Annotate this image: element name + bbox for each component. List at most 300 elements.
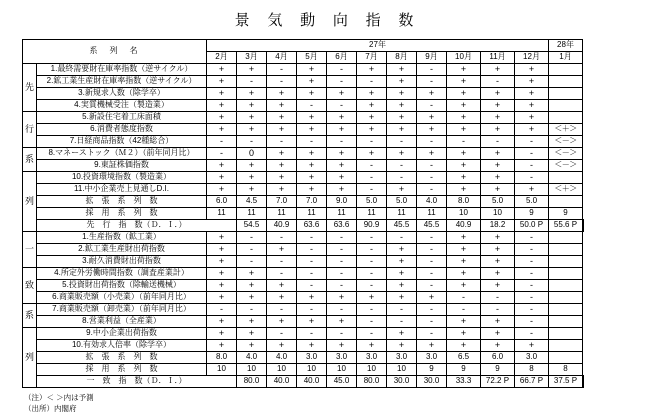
cell-sign: + [481, 184, 515, 196]
cell-sign: + [297, 184, 327, 196]
di-value: 55.6 P [549, 220, 583, 232]
cell-sign: - [327, 280, 357, 292]
header-month: 10月 [447, 52, 481, 64]
cell-sign: - [207, 136, 237, 148]
cell-sign: - [327, 304, 357, 316]
header-month: 3月 [237, 52, 267, 64]
note-line: （出所）内閣府 [24, 404, 77, 414]
table-row [23, 316, 584, 328]
cell-sign: + [327, 172, 357, 184]
adopt-count-value: 11 [357, 208, 387, 220]
cell-sign: - [327, 244, 357, 256]
cell-sign: + [387, 124, 417, 136]
cell-sign: - [207, 304, 237, 316]
cell-sign: - [357, 316, 387, 328]
table-row [23, 292, 584, 304]
cell-sign: + [297, 76, 327, 88]
group-label-leading-3: 系 [23, 148, 37, 172]
expand-count-value: 6.0 [207, 196, 237, 208]
cell-sign: - [515, 304, 549, 316]
group-label-leading-2: 行 [23, 112, 37, 148]
cell-sign: - [417, 172, 447, 184]
cell-sign: + [237, 280, 267, 292]
adopt-count-row-coincident [23, 364, 584, 376]
cell-sign: + [207, 88, 237, 100]
cell-sign: + [237, 316, 267, 328]
expand-count-value: 3.0 [387, 352, 417, 364]
cell-sign: + [267, 148, 297, 160]
cell-sign: - [515, 160, 549, 172]
cell-sign: + [417, 340, 447, 352]
cell-sign: - [297, 136, 327, 148]
di-value-right [583, 376, 584, 388]
cell-sign: + [447, 280, 481, 292]
cell-sign: - [327, 100, 357, 112]
cell-forecast [549, 64, 583, 76]
cell-sign: - [387, 160, 417, 172]
row-label: 8.営業利益（全産業） [37, 316, 207, 328]
di-value: 37.5 P [549, 376, 583, 388]
cell-sign: + [387, 184, 417, 196]
cell-sign: + [297, 88, 327, 100]
expand-count-value: 5.0 [515, 196, 549, 208]
cell-sign: - [237, 256, 267, 268]
cell-sign: + [297, 340, 327, 352]
row-label: 6.消費者態度指数 [37, 124, 207, 136]
cell-sign: + [447, 112, 481, 124]
cell-sign: - [357, 280, 387, 292]
row-label: 8.マネーストック（Ｍ２）（前年同月比） [37, 148, 207, 160]
group-label-coincident-4: 列 [23, 328, 37, 388]
cell-sign: + [357, 148, 387, 160]
cell-sign: - [417, 136, 447, 148]
adopt-count-value: 10 [207, 364, 237, 376]
cell-sign: - [237, 136, 267, 148]
cell-forecast [549, 316, 583, 328]
cell-sign: + [481, 64, 515, 76]
cell-sign: + [447, 148, 481, 160]
cell-sign: - [481, 304, 515, 316]
cell-sign: + [387, 64, 417, 76]
cell-sign: + [357, 340, 387, 352]
cell-forecast [549, 172, 583, 184]
di-value: 40.0 [297, 376, 327, 388]
header-month: 5月 [297, 52, 327, 64]
cell-forecast [549, 232, 583, 244]
header-month: 8月 [387, 52, 417, 64]
cell-sign: + [237, 124, 267, 136]
cell-sign: + [327, 340, 357, 352]
cell-sign: + [481, 148, 515, 160]
cell-forecast [549, 88, 583, 100]
cell-sign: - [515, 148, 549, 160]
cell-sign: + [387, 100, 417, 112]
cell-sign: - [267, 232, 297, 244]
cell-sign: - [357, 184, 387, 196]
expand-count-value: 4.0 [237, 352, 267, 364]
cell-sign: + [481, 160, 515, 172]
cell-sign: - [417, 100, 447, 112]
expand-count-value: 3.0 [515, 352, 549, 364]
di-value: 72.2 P [481, 376, 515, 388]
cell-sign: - [515, 172, 549, 184]
cell-sign: - [327, 328, 357, 340]
cell-sign: - [417, 244, 447, 256]
cell-sign: - [515, 232, 549, 244]
expand-count-right [549, 196, 583, 208]
adopt-count-value: 9 [447, 364, 481, 376]
cell-sign: + [447, 316, 481, 328]
cell-sign: + [515, 100, 549, 112]
cell-sign: + [447, 88, 481, 100]
expand-count-value: 5.0 [481, 196, 515, 208]
cell-sign: - [237, 304, 267, 316]
expand-count-value: 8.0 [447, 196, 481, 208]
cell-forecast [549, 268, 583, 280]
di-value: 45.0 [327, 376, 357, 388]
expand-count-row-leading [23, 196, 584, 208]
cell-sign: + [207, 124, 237, 136]
header-month: 7月 [357, 52, 387, 64]
table-row [23, 160, 584, 172]
cell-sign: + [237, 160, 267, 172]
row-label: 1.最終需要財在庫率指数（逆サイクル） [37, 64, 207, 76]
cell-forecast: ＜－＞ [549, 148, 583, 160]
cell-sign: - [357, 268, 387, 280]
cell-sign: - [515, 268, 549, 280]
row-label: 9.中小企業出荷指数 [37, 328, 207, 340]
table-row [23, 124, 584, 136]
row-label: 3.耐久消費財出荷指数 [37, 256, 207, 268]
adopt-count-value: 11 [387, 208, 417, 220]
cell-sign: - [387, 316, 417, 328]
cell-sign: - [267, 328, 297, 340]
table-row [23, 232, 584, 244]
adopt-count-value: 9 [515, 208, 549, 220]
cell-sign: - [417, 304, 447, 316]
cell-sign: - [297, 304, 327, 316]
business-cycle-indicators-table [22, 39, 584, 388]
table-row [23, 268, 584, 280]
cell-sign: - [327, 136, 357, 148]
row-label: 4.実質機械受注（製造業） [37, 100, 207, 112]
di-value: 50.0 P [515, 220, 549, 232]
cell-sign: - [297, 232, 327, 244]
cell-sign: - [357, 304, 387, 316]
cell-sign: + [267, 88, 297, 100]
expand-count-row-coincident [23, 352, 584, 364]
table-row [23, 172, 584, 184]
header-month: 9月 [417, 52, 447, 64]
adopt-count-value: 10 [357, 364, 387, 376]
cell-sign: + [207, 172, 237, 184]
cell-sign: - [417, 256, 447, 268]
table-row [23, 244, 584, 256]
cell-sign: + [207, 64, 237, 76]
cell-sign: + [207, 184, 237, 196]
expand-count-value: 7.0 [297, 196, 327, 208]
cell-sign: + [327, 184, 357, 196]
cell-sign: - [481, 136, 515, 148]
cell-sign: + [237, 100, 267, 112]
cell-sign: + [447, 124, 481, 136]
cell-sign: + [237, 268, 267, 280]
cell-sign: - [297, 100, 327, 112]
cell-sign: + [267, 172, 297, 184]
cell-sign: + [327, 316, 357, 328]
cell-sign: - [357, 172, 387, 184]
cell-forecast [549, 304, 583, 316]
di-value: 40.0 [267, 376, 297, 388]
cell-sign: + [267, 280, 297, 292]
cell-sign: - [267, 76, 297, 88]
cell-sign: - [237, 244, 267, 256]
expand-count-value: 7.0 [267, 196, 297, 208]
table-row [23, 184, 584, 196]
cell-sign: - [297, 244, 327, 256]
expand-count-value: 5.0 [357, 196, 387, 208]
cell-sign: - [417, 76, 447, 88]
table-row [23, 280, 584, 292]
cell-sign: + [515, 112, 549, 124]
cell-sign: + [267, 184, 297, 196]
cell-sign: + [417, 292, 447, 304]
cell-sign: - [297, 328, 327, 340]
cell-sign: + [447, 160, 481, 172]
cell-sign: + [387, 112, 417, 124]
cell-sign: + [297, 316, 327, 328]
cell-sign: + [207, 160, 237, 172]
cell-sign: 0 [237, 148, 267, 160]
cell-sign: + [447, 256, 481, 268]
adopt-count-value: 9 [481, 364, 515, 376]
header-month: 12月 [515, 52, 549, 64]
cell-forecast: ＜－＞ [549, 160, 583, 172]
expand-count-label: 拡 張 系 列 数 [37, 196, 207, 208]
expand-count-value: 4.5 [237, 196, 267, 208]
cell-sign: - [297, 280, 327, 292]
cell-sign: + [297, 292, 327, 304]
table-row [23, 136, 584, 148]
expand-count-right [549, 352, 583, 364]
cell-sign: - [387, 232, 417, 244]
cell-sign: + [327, 124, 357, 136]
cell-sign: - [447, 136, 481, 148]
cell-sign: + [297, 64, 327, 76]
cell-sign: + [481, 256, 515, 268]
row-label: 7.日経商品指数（42種総合） [37, 136, 207, 148]
cell-sign: + [267, 244, 297, 256]
cell-sign: - [267, 268, 297, 280]
di-value: 80.0 [237, 376, 267, 388]
cell-sign: + [237, 184, 267, 196]
di-row-coincident [23, 376, 584, 388]
cell-sign: - [267, 136, 297, 148]
cell-sign: + [447, 328, 481, 340]
cell-sign: + [417, 148, 447, 160]
header-month: 6月 [327, 52, 357, 64]
cell-sign: + [267, 160, 297, 172]
adopt-count-value: 11 [297, 208, 327, 220]
cell-forecast [549, 244, 583, 256]
table-row [23, 148, 584, 160]
di-value: 30.0 [387, 376, 417, 388]
cell-sign: + [447, 76, 481, 88]
cell-sign: - [357, 244, 387, 256]
table-row [23, 100, 584, 112]
expand-count-value: 3.0 [417, 352, 447, 364]
adopt-count-right: 9 [549, 208, 583, 220]
cell-sign: - [357, 328, 387, 340]
cell-forecast [549, 292, 583, 304]
adopt-count-value: 9 [417, 364, 447, 376]
cell-sign: + [207, 100, 237, 112]
adopt-count-value: 8 [515, 364, 549, 376]
cell-sign: - [481, 76, 515, 88]
cell-sign: + [207, 256, 237, 268]
cell-sign: + [327, 148, 357, 160]
cell-sign: + [387, 268, 417, 280]
di-value: 54.5 [237, 220, 267, 232]
expand-count-value: 3.0 [297, 352, 327, 364]
group-label-coincident-2: 致 [23, 268, 37, 304]
cell-forecast [549, 328, 583, 340]
cell-sign: + [387, 280, 417, 292]
cell-sign: - [357, 256, 387, 268]
cell-forecast: ＜＋＞ [549, 184, 583, 196]
adopt-count-right: 8 [549, 364, 583, 376]
adopt-count-value: 11 [417, 208, 447, 220]
row-label: 5.投資財出荷指数（除輸送機械） [37, 280, 207, 292]
note-line: （注）＜ ＞内は予測 [24, 393, 94, 402]
row-label: 3.新規求人数（除学卒） [37, 88, 207, 100]
cell-sign: + [387, 256, 417, 268]
cell-sign: - [327, 64, 357, 76]
adopt-count-value: 10 [267, 364, 297, 376]
cell-sign: + [481, 316, 515, 328]
di-value: 33.3 [447, 376, 481, 388]
cell-sign: - [387, 172, 417, 184]
cell-sign: + [357, 64, 387, 76]
cell-sign: - [515, 328, 549, 340]
cell-forecast [549, 100, 583, 112]
di-row-leading [23, 220, 584, 232]
cell-sign: - [297, 268, 327, 280]
cell-sign: + [237, 340, 267, 352]
cell-sign: - [387, 304, 417, 316]
cell-sign: - [417, 64, 447, 76]
cell-sign: - [387, 136, 417, 148]
cell-sign: + [237, 64, 267, 76]
cell-sign: - [417, 280, 447, 292]
cell-sign: + [207, 280, 237, 292]
cell-sign: + [387, 76, 417, 88]
table-row [23, 88, 584, 100]
di-value: 66.7 P [515, 376, 549, 388]
page-title: 景 気 動 向 指 数 [234, 13, 421, 29]
header-row-year [23, 40, 584, 52]
cell-sign: + [357, 88, 387, 100]
cell-sign: + [387, 148, 417, 160]
cell-sign: - [267, 256, 297, 268]
cell-sign: + [327, 160, 357, 172]
di-value: 63.6 [327, 220, 357, 232]
adopt-count-label: 採 用 系 列 数 [37, 208, 207, 220]
cell-sign: + [267, 340, 297, 352]
cell-sign: - [207, 148, 237, 160]
adopt-count-value: 11 [237, 208, 267, 220]
di-value: 30.0 [417, 376, 447, 388]
cell-sign: + [357, 292, 387, 304]
cell-sign: + [481, 328, 515, 340]
cell-sign: + [387, 244, 417, 256]
table-row [23, 64, 584, 76]
table-row [23, 76, 584, 88]
di-value: 40.9 [267, 220, 297, 232]
notes-block [24, 392, 655, 415]
cell-sign: + [481, 268, 515, 280]
cell-sign: + [207, 316, 237, 328]
cell-sign: + [297, 160, 327, 172]
expand-count-value: 3.0 [327, 352, 357, 364]
expand-count-value: 4.0 [417, 196, 447, 208]
cell-sign: + [357, 112, 387, 124]
cell-sign: - [267, 304, 297, 316]
cell-sign: - [297, 256, 327, 268]
di-value-right [583, 220, 584, 232]
group-label-coincident-3: 系 [23, 304, 37, 328]
cell-sign: + [481, 244, 515, 256]
cell-sign: + [207, 328, 237, 340]
table-row [23, 328, 584, 340]
cell-sign: + [297, 112, 327, 124]
cell-sign: + [515, 124, 549, 136]
cell-sign: + [267, 316, 297, 328]
cell-sign: - [357, 160, 387, 172]
cell-sign: + [387, 328, 417, 340]
cell-sign: - [515, 292, 549, 304]
table-row [23, 304, 584, 316]
expand-count-value: 4.0 [267, 352, 297, 364]
cell-forecast [549, 256, 583, 268]
row-label: 4.所定外労働時間指数（調査産業計） [37, 268, 207, 280]
cell-forecast [549, 280, 583, 292]
cell-forecast [549, 76, 583, 88]
cell-sign: - [417, 184, 447, 196]
cell-sign: - [515, 136, 549, 148]
row-label: 11.中小企業売上見通しD.I. [37, 184, 207, 196]
cell-sign: + [207, 292, 237, 304]
cell-sign: + [447, 244, 481, 256]
adopt-count-label: 採 用 系 列 数 [37, 364, 207, 376]
cell-sign: + [327, 88, 357, 100]
table-row [23, 256, 584, 268]
cell-sign: + [237, 112, 267, 124]
cell-sign: - [515, 316, 549, 328]
di-value: 45.5 [387, 220, 417, 232]
cell-sign: + [207, 232, 237, 244]
di-value: 80.0 [357, 376, 387, 388]
cell-sign: + [237, 292, 267, 304]
cell-sign: + [447, 184, 481, 196]
adopt-count-value: 10 [481, 208, 515, 220]
cell-sign: + [447, 340, 481, 352]
cell-sign: + [387, 88, 417, 100]
di-value: 63.6 [297, 220, 327, 232]
di-value: 90.9 [357, 220, 387, 232]
cell-sign: - [515, 256, 549, 268]
row-label: 9.東証株価指数 [37, 160, 207, 172]
